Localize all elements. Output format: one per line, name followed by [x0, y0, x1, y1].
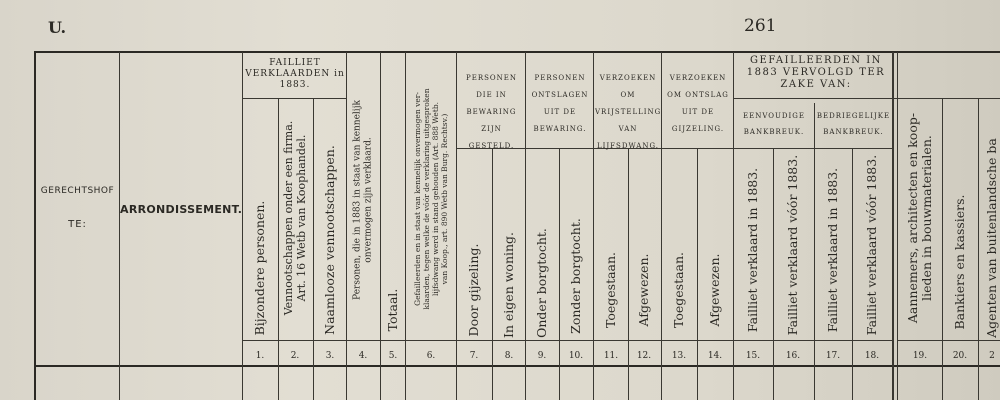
group-failliet: FAILLIET VERKLAARDEN in 1883. [245, 58, 345, 90]
col-9-label: Onder borgtocht. [534, 228, 549, 338]
col-15-label: Failliet verklaard in 1883. [745, 167, 760, 333]
court-subheader: TE: [68, 219, 87, 230]
group-vervolgd: GEFAILLEERDEN IN 1883 VERVOLGD TER ZAKE VAN: [746, 55, 886, 90]
col-9-number: 9. [537, 351, 547, 361]
col-2-label: Vennootschappen onder een firma. Art. 16 Wetb van Koophandel. [282, 120, 308, 316]
col-1-label: Bijzondere personen. [252, 200, 267, 336]
col-19-number: 19. [912, 351, 928, 361]
col-2-number: 2. [290, 351, 300, 361]
col-17-number: 17. [825, 351, 841, 361]
col-21-number: 2 [989, 351, 995, 361]
col-16-label: Failliet verklaard vóór 1883. [785, 154, 800, 336]
col-14-label: Afgewezen. [707, 253, 722, 327]
col-10-number: 10. [568, 351, 584, 361]
group-ontslagen: PERSONEN ONTSLAGEN UIT DE BEWARING. [531, 74, 589, 133]
col-6-number: 6. [426, 351, 436, 361]
col-16-number: 16. [785, 351, 801, 361]
col-3-label: Naamlooze vennootschappen. [322, 145, 337, 335]
group-verzoeken-vrijstelling: VERZOEKEN OM VRIJSTELLING VAN LIJFSDWANG. [595, 74, 662, 150]
col-4-label: Personen, die in 1883 in staat van kennelijk onvermogen zijn verklaard. [352, 100, 373, 300]
col-12-label: Afgewezen. [636, 253, 651, 327]
group-bewaring: PERSONEN DIE IN BEWARING ZIJN GESTELD. [466, 74, 517, 150]
col-18-label: Failliet verklaard vóór 1883. [864, 154, 879, 336]
district-header: ARRONDISSEMENT. [120, 203, 243, 216]
col-10-label: Zonder borgtocht. [568, 218, 583, 334]
court-header: GERECHTSHOF [40, 186, 115, 196]
col-1-number: 1. [255, 351, 265, 361]
col-12-number: 12. [636, 351, 652, 361]
group-eenvoudige: EENVOUDIGE BANKBREUK. [743, 112, 805, 136]
col-13-label: Toegestaan. [671, 251, 686, 329]
page-number: 261 [744, 16, 777, 36]
table-header-bottom-border [34, 365, 1000, 367]
col-18-number: 18. [864, 351, 880, 361]
col-11-label: Toegestaan. [603, 251, 618, 329]
col-5-label: Totaal. [385, 288, 400, 332]
col-21-label: Agenten van buitenlandsche ba [984, 138, 999, 338]
col-4-number: 4. [358, 351, 368, 361]
col-8-number: 8. [504, 351, 514, 361]
group-verzoeken-ontslag: VERZOEKEN OM ONTSLAG UIT DE GIJZELING. [667, 74, 729, 133]
group-bedriegelijke: BEDRIEGELIJKE BANKBREUK. [816, 112, 891, 136]
col-15-number: 15. [745, 351, 761, 361]
page-left-mark: U. [48, 18, 67, 37]
col-8-label: In eigen woning. [501, 231, 516, 339]
col-14-number: 14. [707, 351, 723, 361]
col-6-label: Gefailleerden en in staat van kennelijk onvermogen ver- klaarden, tegen welke de vóór de verklaring uitgesproken lijfsdwang werd in stand gehouden (Art. 888 Wetb. van Koop., art. 890 Wetb van Burg. Rechtsv.) [413, 88, 449, 310]
table-top-border [34, 51, 1000, 53]
col-13-number: 13. [671, 351, 687, 361]
col-11-number: 11. [603, 351, 619, 361]
col-3-number: 3. [325, 351, 335, 361]
col-19-label: Aannemers, architecten en koop- lieden in bouwmaterialen. [905, 112, 934, 324]
col-20-number: 20. [952, 351, 968, 361]
col-7-number: 7. [469, 351, 479, 361]
col-5-number: 5. [388, 351, 398, 361]
col-20-label: Bankiers en kassiers. [952, 194, 967, 330]
col-17-label: Failliet verklaard in 1883. [825, 167, 840, 333]
col-7-label: Door gijzeling. [466, 243, 481, 337]
first-row-fragment [120, 386, 242, 400]
